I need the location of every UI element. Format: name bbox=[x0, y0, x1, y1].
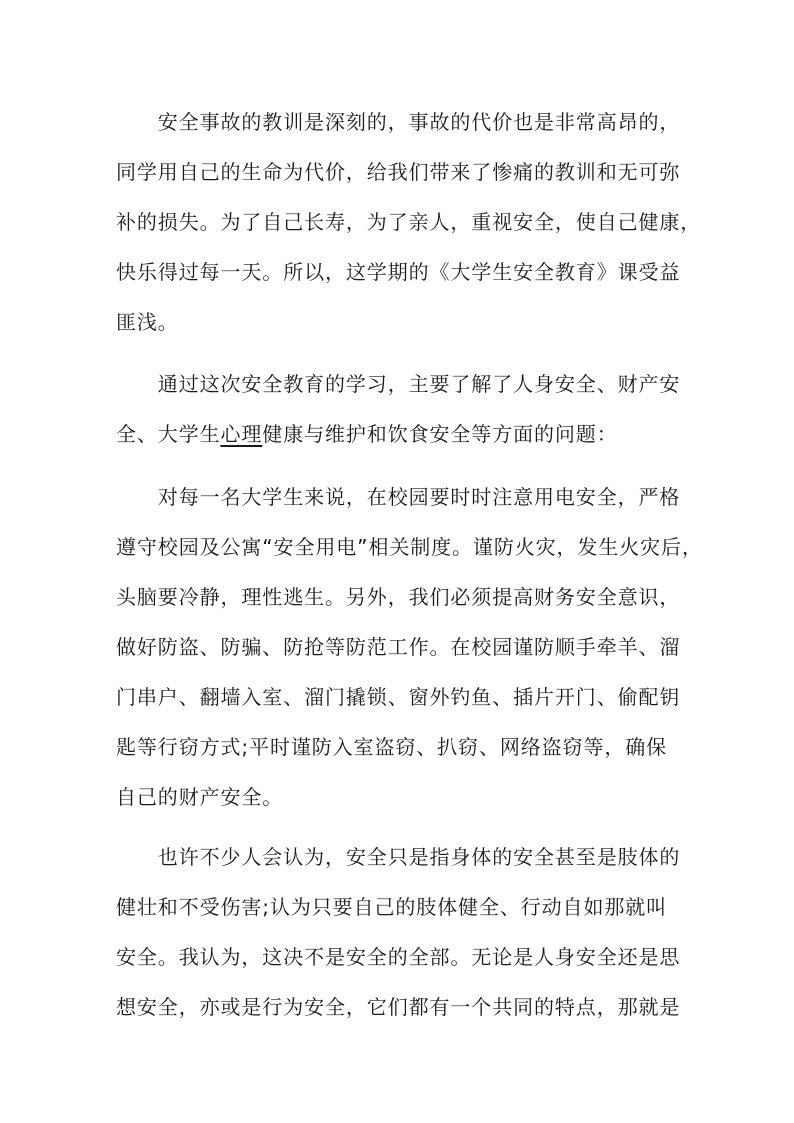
text-line: 自己的财产安全。 bbox=[116, 785, 284, 809]
text-line: 头脑要冷静，理性逃生。另外，我们必须提高财务安全意识， bbox=[116, 585, 681, 609]
text-line: 通过这次安全教育的学习，主要了解了人身安全、财产安 bbox=[116, 372, 681, 396]
text-line: 安全。我认为，这决不是安全的全部。无论是人身安全还是思 bbox=[116, 945, 681, 969]
paragraph-3 bbox=[116, 472, 703, 822]
text-line: 安全事故的教训是深刻的，事故的代价也是非常高昂的， bbox=[116, 110, 681, 134]
text-line: 快乐得过每一天。所以，这学期的《大学生安全教育》课受益 bbox=[116, 260, 681, 284]
text-line bbox=[116, 409, 676, 459]
text-line: 做好防盗、防骗、防抢等防范工作。在校园谨防顺手牵羊、溜 bbox=[116, 635, 681, 659]
text-line: 匪浅。 bbox=[116, 310, 179, 334]
paragraph-1 bbox=[116, 97, 702, 347]
underlined-term: 心理 bbox=[220, 422, 263, 446]
text-line: 对每一名大学生来说，在校园要时时注意用电安全，严格 bbox=[116, 485, 681, 509]
text-line: 门串户、翻墙入室、溜门撬锁、窗外钓鱼、插片开门、偷配钥 bbox=[116, 685, 681, 709]
text-line: 也许不少人会认为，安全只是指身体的安全甚至是肢体的 bbox=[116, 845, 681, 869]
text-line: 健壮和不受伤害;认为只要自己的肢体健全、行动自如那就叫 bbox=[116, 895, 668, 919]
text-line: 匙等行窃方式;平时谨防入室盗窃、扒窃、网络盗窃等，确保 bbox=[116, 735, 668, 759]
text-segment: 全、大学生 bbox=[116, 422, 221, 446]
paragraph-2 bbox=[116, 359, 681, 459]
text-segment: 健康与维护和饮食安全等方面的问题： bbox=[262, 422, 618, 446]
paragraph-4 bbox=[116, 832, 681, 1032]
text-line: 同学用自己的生命为代价，给我们带来了惨痛的教训和无可弥 bbox=[116, 160, 681, 184]
text-line: 想安全，亦或是行为安全，它们都有一个共同的特点，那就是 bbox=[116, 995, 681, 1019]
text-line: 遵守校园及公寓“安全用电”相关制度。谨防火灾，发生火灾后， bbox=[116, 535, 703, 559]
text-line: 补的损失。为了自己长寿，为了亲人，重视安全，使自己健康， bbox=[116, 210, 702, 234]
